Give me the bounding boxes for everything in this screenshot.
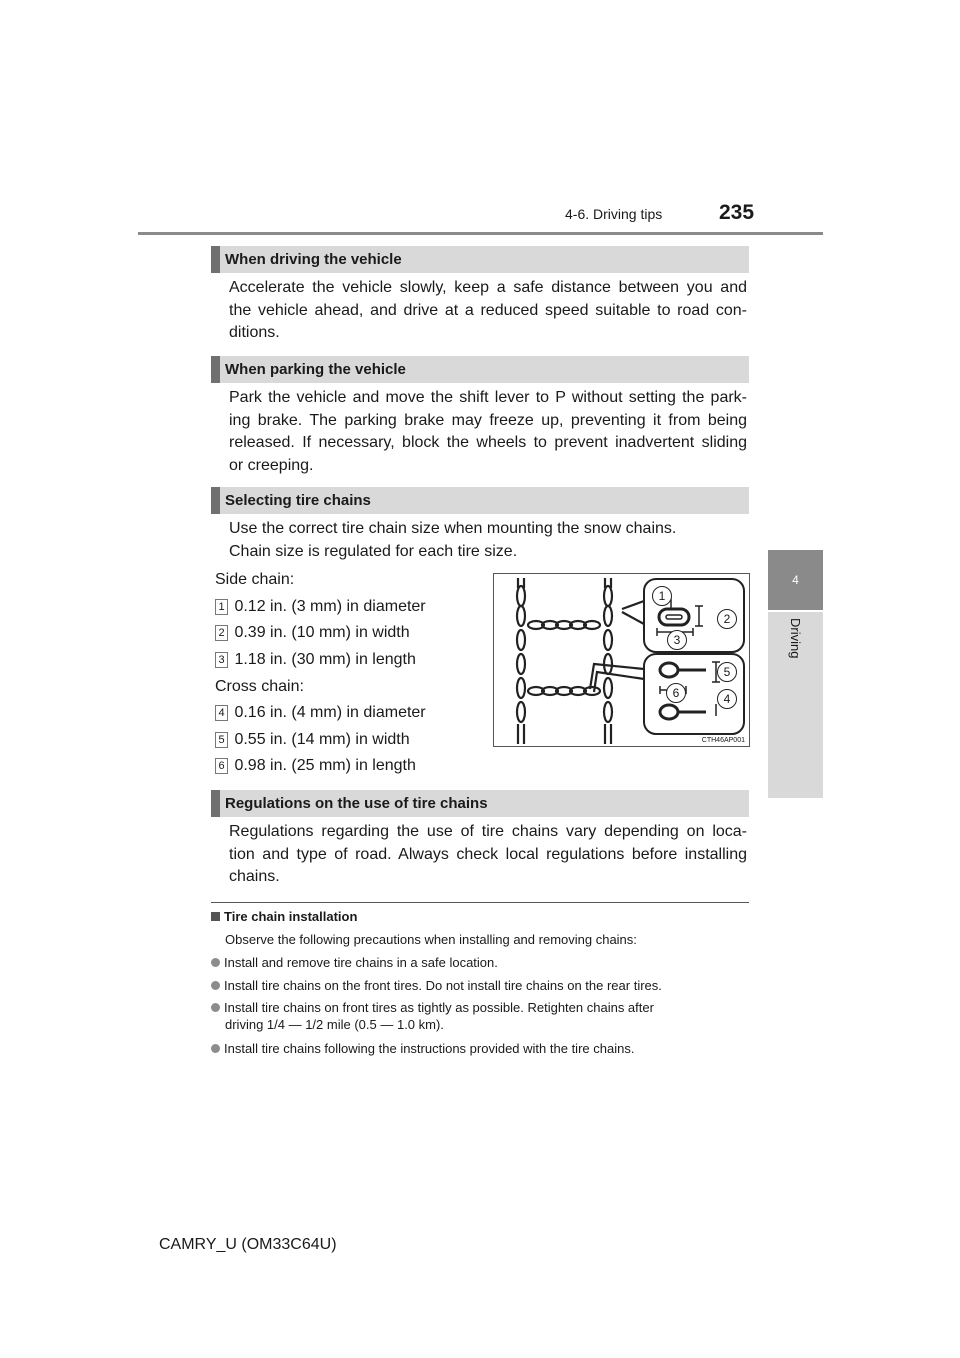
tire-chain-illustration	[493, 573, 750, 747]
paragraph-selecting	[229, 518, 747, 563]
list-item	[211, 954, 751, 971]
section-title: 4-6. Driving tips	[565, 206, 663, 222]
callout-number: 1	[215, 599, 228, 615]
notes-title	[211, 909, 357, 924]
text-line: tion and type of road. Always check local regulations before installing	[229, 845, 747, 863]
text-line: chains.	[229, 868, 280, 885]
paragraph-driving	[229, 277, 747, 345]
spec-item	[215, 624, 410, 644]
page-number: 235	[719, 201, 755, 224]
spec-text: 0.39 in. (10 mm) in width	[234, 624, 410, 641]
callout-number: 5	[215, 732, 228, 748]
chapter-tab	[768, 550, 823, 610]
chain-diagram	[494, 574, 749, 746]
bullet-icon	[211, 981, 220, 990]
list-item-text: Install and remove tire chains in a safe location.	[224, 955, 498, 970]
text-line: Regulations regarding the use of tire chains vary depending on loca-	[229, 823, 747, 840]
callout-5: 5	[717, 662, 737, 682]
text-line: Use the correct tire chain size when mounting the snow chains.	[229, 520, 677, 537]
list-item	[211, 1040, 751, 1057]
paragraph-regulations	[229, 821, 747, 889]
chapter-label: Driving	[788, 618, 803, 659]
spec-item	[215, 704, 426, 724]
list-item-text: Install tire chains on the front tires. Do not install tire chains on the rear tires.	[224, 978, 662, 993]
bullet-icon	[211, 1044, 220, 1053]
spec-text: 0.98 in. (25 mm) in length	[234, 757, 416, 774]
callout-2: 2	[717, 609, 737, 629]
list-item-text-continued: driving 1/4 — 1/2 mile (0.5 — 1.0 km).	[225, 1017, 444, 1032]
spec-item	[215, 598, 426, 618]
text-line: Park the vehicle and move the shift lever to P without setting the park-	[229, 389, 747, 406]
square-bullet-icon	[211, 912, 220, 921]
bullet-icon	[211, 958, 220, 967]
section-divider	[211, 902, 749, 903]
callout-4: 4	[717, 689, 737, 709]
heading-selecting: Selecting tire chains	[211, 487, 749, 514]
list-item-text: Install tire chains following the instructions provided with the tire chains.	[224, 1041, 635, 1056]
text-line: Accelerate the vehicle slowly, keep a safe distance between you and	[229, 279, 747, 296]
notes-title-text: Tire chain installation	[224, 909, 358, 924]
callout-number: 3	[215, 652, 228, 668]
side-chain-label: Side chain:	[215, 571, 295, 588]
text-line: ditions.	[229, 324, 280, 341]
notes-intro: Observe the following precautions when installing and removing chains:	[225, 932, 637, 947]
header-rule	[138, 232, 823, 235]
heading-driving: When driving the vehicle	[211, 246, 749, 273]
heading-parking: When parking the vehicle	[211, 356, 749, 383]
callout-number: 4	[215, 705, 228, 721]
spec-item	[215, 757, 416, 777]
list-item-text: Install tire chains on front tires as tightly as possible. Retighten chains after	[224, 1000, 654, 1015]
figure-code: CTH46AP001	[701, 737, 745, 744]
paragraph-parking	[229, 387, 747, 477]
callout-1: 1	[652, 586, 672, 606]
chapter-number: 4	[792, 573, 799, 587]
text-line: Chain size is regulated for each tire size.	[229, 542, 518, 560]
callout-number: 6	[215, 758, 228, 774]
spec-text: 0.12 in. (3 mm) in diameter	[234, 598, 426, 615]
list-item	[211, 999, 751, 1033]
callout-3: 3	[667, 630, 687, 650]
text-line: released. If necessary, block the wheels to prevent inadvertent sliding	[229, 434, 747, 451]
spec-item	[215, 731, 410, 751]
list-item	[211, 977, 751, 994]
text-line: the vehicle ahead, and drive at a reduced speed suitable to road con-	[229, 301, 747, 319]
footer-model: CAMRY_U (OM33C64U)	[159, 1236, 337, 1253]
callout-number: 2	[215, 625, 228, 641]
spec-text: 0.55 in. (14 mm) in width	[234, 731, 410, 748]
text-line: ing brake. The parking brake may freeze up, preventing it from being	[229, 411, 747, 429]
heading-regulations: Regulations on the use of tire chains	[211, 790, 749, 817]
spec-item	[215, 651, 416, 671]
cross-chain-label: Cross chain:	[215, 678, 304, 695]
spec-text: 0.16 in. (4 mm) in diameter	[234, 704, 426, 721]
text-line: or creeping.	[229, 456, 314, 474]
bullet-icon	[211, 1003, 220, 1012]
callout-6: 6	[666, 683, 686, 703]
spec-text: 1.18 in. (30 mm) in length	[234, 651, 416, 668]
